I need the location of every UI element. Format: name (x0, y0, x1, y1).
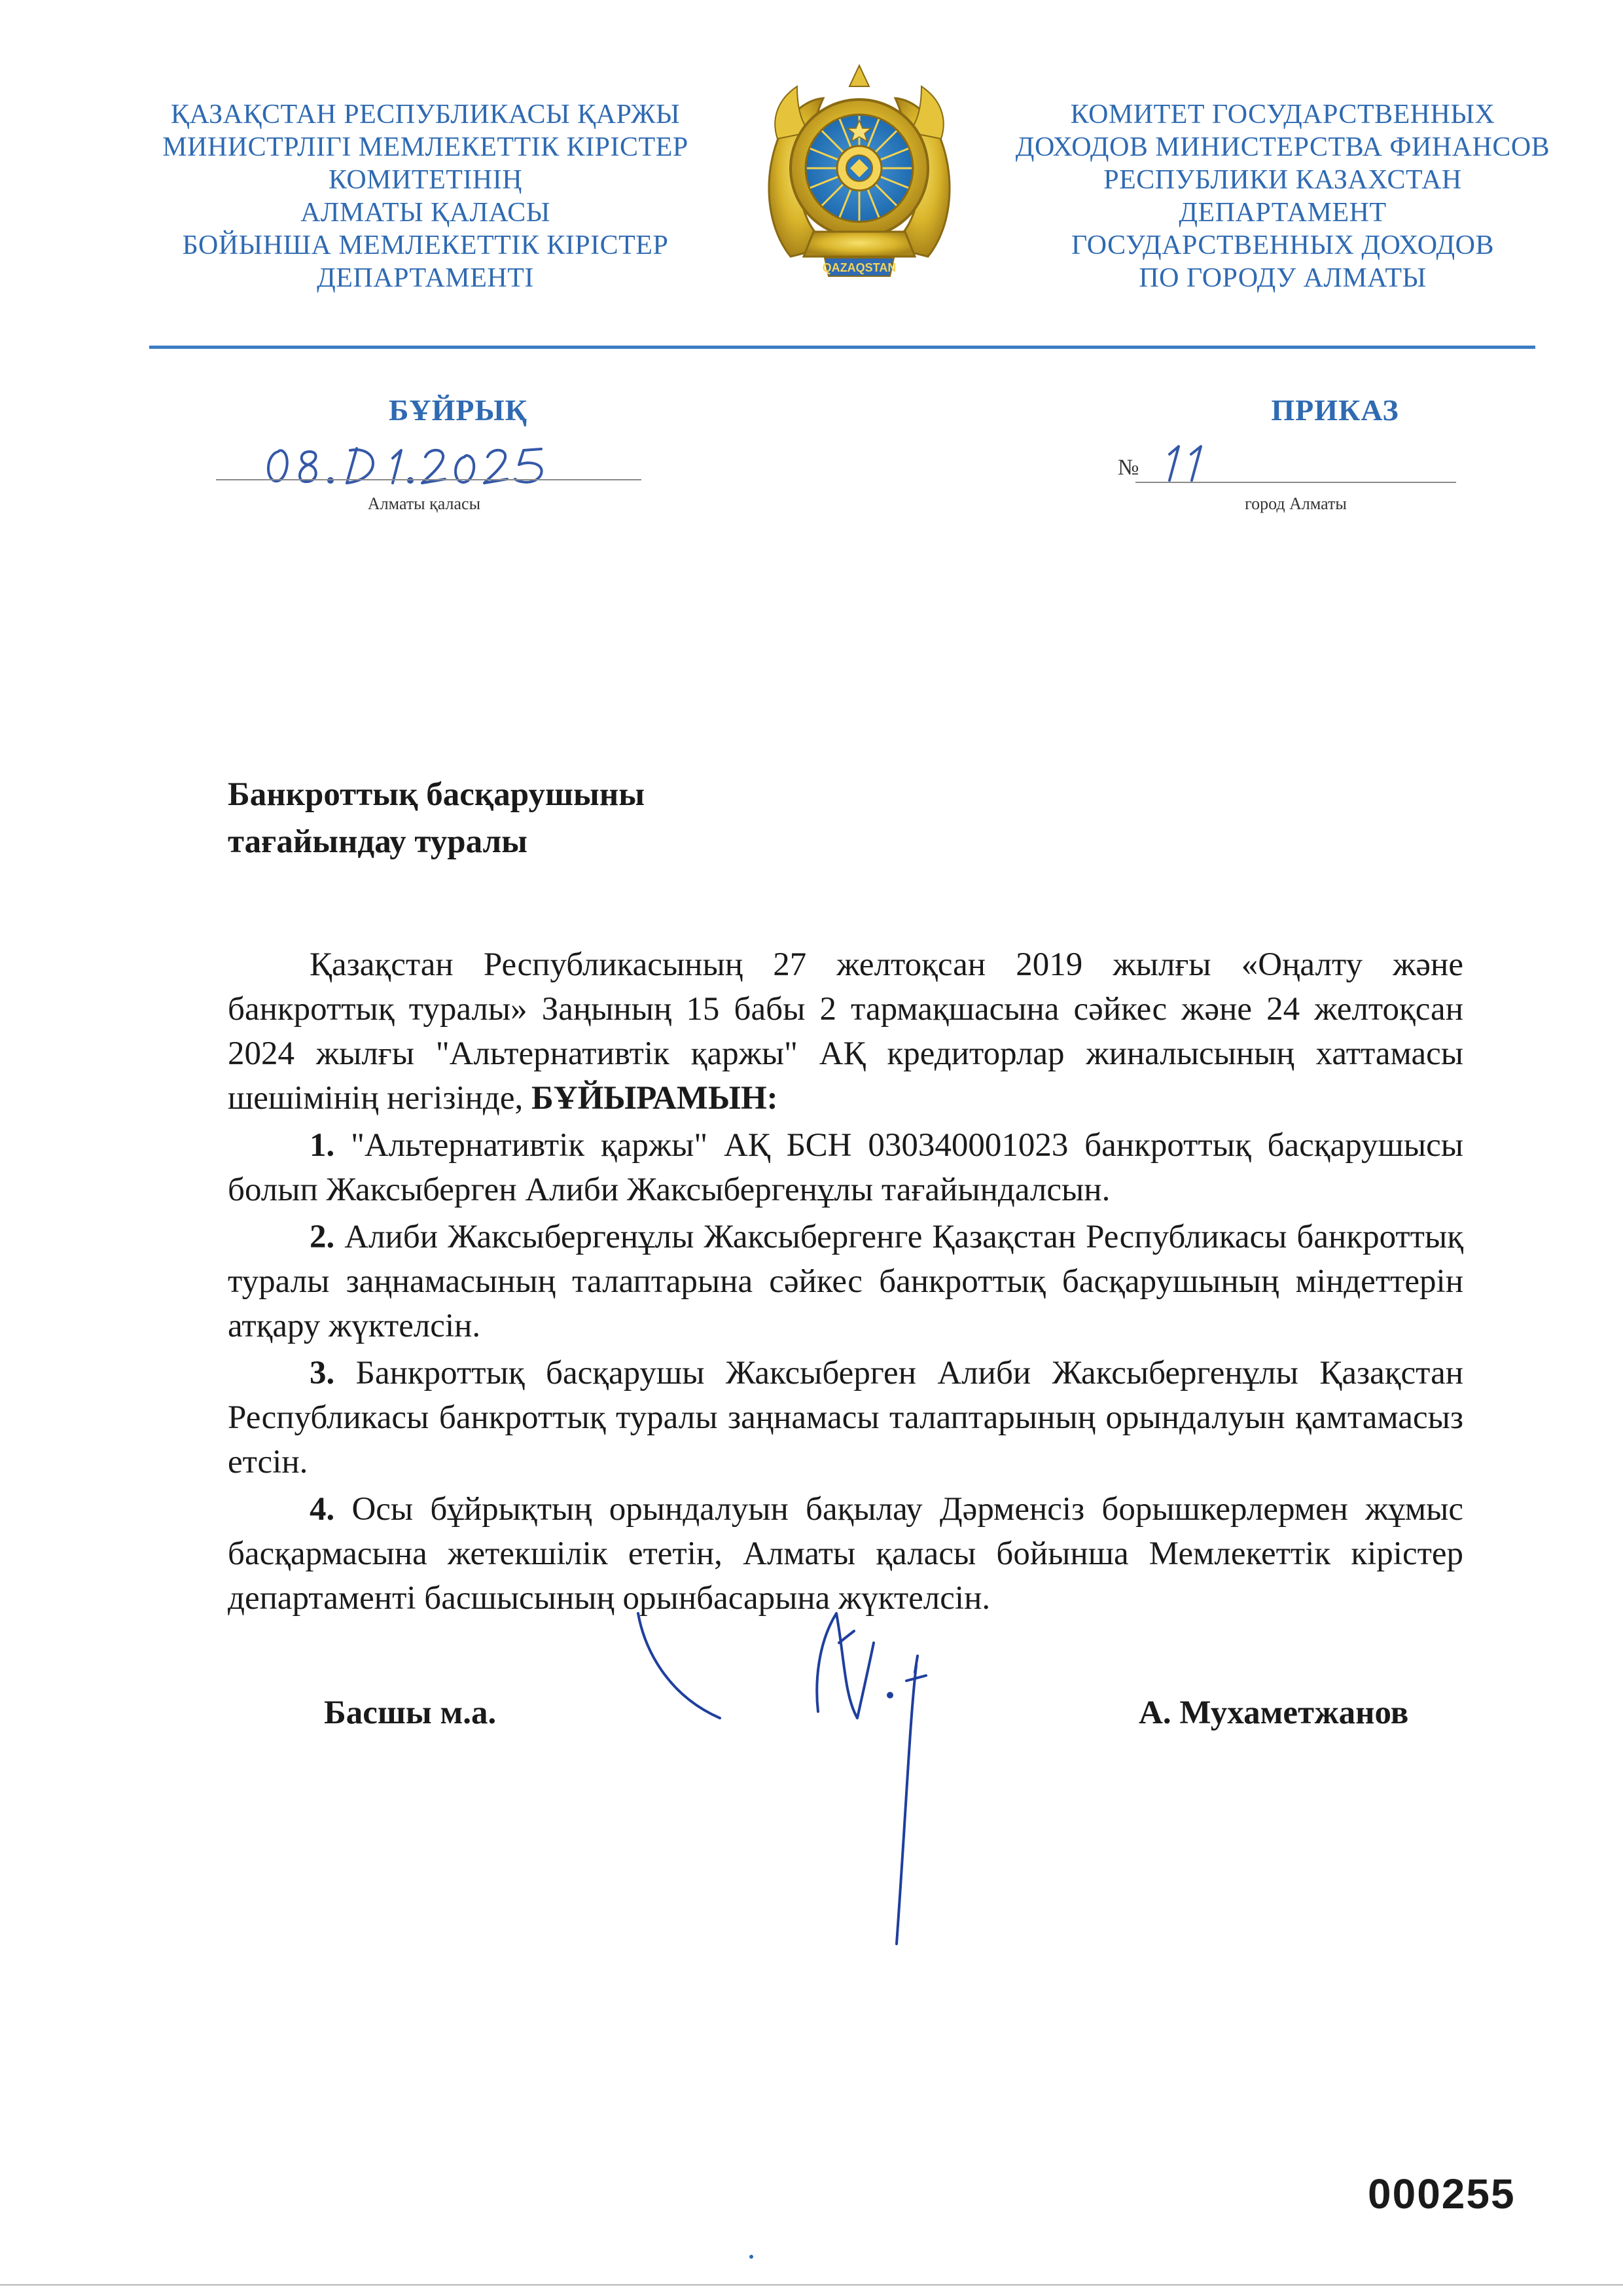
body-item-text: Осы бұйрықтың орындалуын бақылау Дәрменсіз борышкерлермен жұмыс басқармасына жетекшілік ететін, Алматы қаласы бойынша Мемлекеттік кірістер департаменті басшысының орынбасарына жүктелсін. (228, 1491, 1464, 1617)
body-item-number: 4. (310, 1491, 335, 1528)
header-org-ru (995, 98, 1571, 295)
header-org-ru-line: ПО ГОРОДУ АЛМАТЫ (1139, 263, 1427, 293)
header-org-ru-line: ДОХОДОВ МИНИСТЕРСТВА ФИНАНСОВ (1015, 132, 1550, 162)
place-kz: Алматы қаласы (367, 494, 481, 513)
header-org-kz-line: ДЕПАРТАМЕНТІ (317, 263, 534, 293)
body-item-text: "Альтернативтік қаржы" АҚ БСН 030340001023 банкроттық басқарушысы болып Жаксыберген Алиби Жаксыбергенұлы тағайындалсын. (228, 1127, 1463, 1208)
header-org-ru-line: РЕСПУБЛИКИ КАЗАХСТАН (1103, 165, 1462, 195)
serial-number: 000255 (1368, 2170, 1516, 2217)
body-item-number: 1. (310, 1127, 335, 1164)
emblem-ribbon-text: QAZAQSTAN (822, 261, 897, 274)
signatory-title: Басшы м.а. (324, 1695, 497, 1731)
body-item (228, 1351, 1463, 1484)
handwritten-number (1155, 440, 1214, 486)
handwritten-signature (628, 1604, 1034, 1970)
subject-line: Банкроттық басқарушыны (228, 776, 645, 813)
page-mark (749, 2255, 753, 2259)
place-ru: город Алматы (1245, 494, 1347, 513)
header-divider (149, 346, 1535, 349)
doc-type-kz: БҰЙРЫҚ (388, 393, 528, 427)
document-subject (228, 771, 817, 865)
body-intro (228, 942, 1463, 1121)
body-item (228, 1215, 1463, 1348)
header-org-ru-line: ГОСУДАРСТВЕННЫХ ДОХОДОВ (1071, 230, 1494, 260)
header-org-kz-line: ҚАЗАҚСТАН РЕСПУБЛИКАСЫ ҚАРЖЫ (170, 99, 681, 130)
document-body (228, 942, 1463, 1621)
header-org-kz-line: АЛМАТЫ ҚАЛАСЫ (300, 198, 550, 228)
header-org-kz-line: БОЙЫНША МЕМЛЕКЕТТІК КІРІСТЕР (182, 230, 669, 260)
doc-type-ru: ПРИКАЗ (1271, 393, 1399, 427)
page-bottom-rule (0, 2284, 1623, 2286)
header-org-kz (137, 98, 713, 295)
body-intro-text: Қазақстан Республикасының 27 желтоқсан 2019 жылғы «Оңалту және банкроттық туралы» Заңының 15 бабы 2 тармақшасына сәйкес және 24 желтоқсан 2024 жылғы "Альтернативтік қаржы" АҚ кредиторлар жиналысының хаттамасы шешімінің негізінде, (228, 946, 1463, 1117)
body-item-number: 2. (310, 1219, 335, 1255)
subject-line: тағайындау туралы (228, 823, 528, 860)
header-org-kz-line: МИНИСТРЛІГІ МЕМЛЕКЕТТІК КІРІСТЕР (162, 132, 688, 162)
header-org-ru-line: ДЕПАРТАМЕНТ (1179, 198, 1387, 228)
handwritten-date (259, 432, 573, 491)
date-fill-line (216, 479, 641, 480)
number-label: № (1118, 456, 1139, 480)
signatory-name: А. Мухаметжанов (1139, 1695, 1409, 1731)
body-item (228, 1487, 1463, 1621)
body-item-number: 3. (310, 1355, 335, 1391)
body-item-text: Алиби Жаксыбергенұлы Жаксыбергенге Қазақстан Республикасы банкроттық туралы заңнамасының талаптарына сәйкес банкроттық басқарушының міндеттерін атқару жүктелсін. (228, 1219, 1464, 1344)
body-item-text: Банкроттық басқарушы Жаксыберген Алиби Жаксыбергенұлы Қазақстан Республикасы банкроттық туралы заңнамасы талаптарының орындалуын қамтамасыз етсін. (228, 1355, 1464, 1480)
header-org-ru-line: КОМИТЕТ ГОСУДАРСТВЕННЫХ (1070, 99, 1495, 130)
body-item (228, 1123, 1463, 1212)
state-emblem-icon (751, 60, 967, 289)
header-org-kz-line: КОМИТЕТІНІҢ (328, 165, 523, 195)
number-fill-line (1135, 482, 1456, 483)
order-word: БҰЙЫРАМЫН: (531, 1080, 778, 1117)
